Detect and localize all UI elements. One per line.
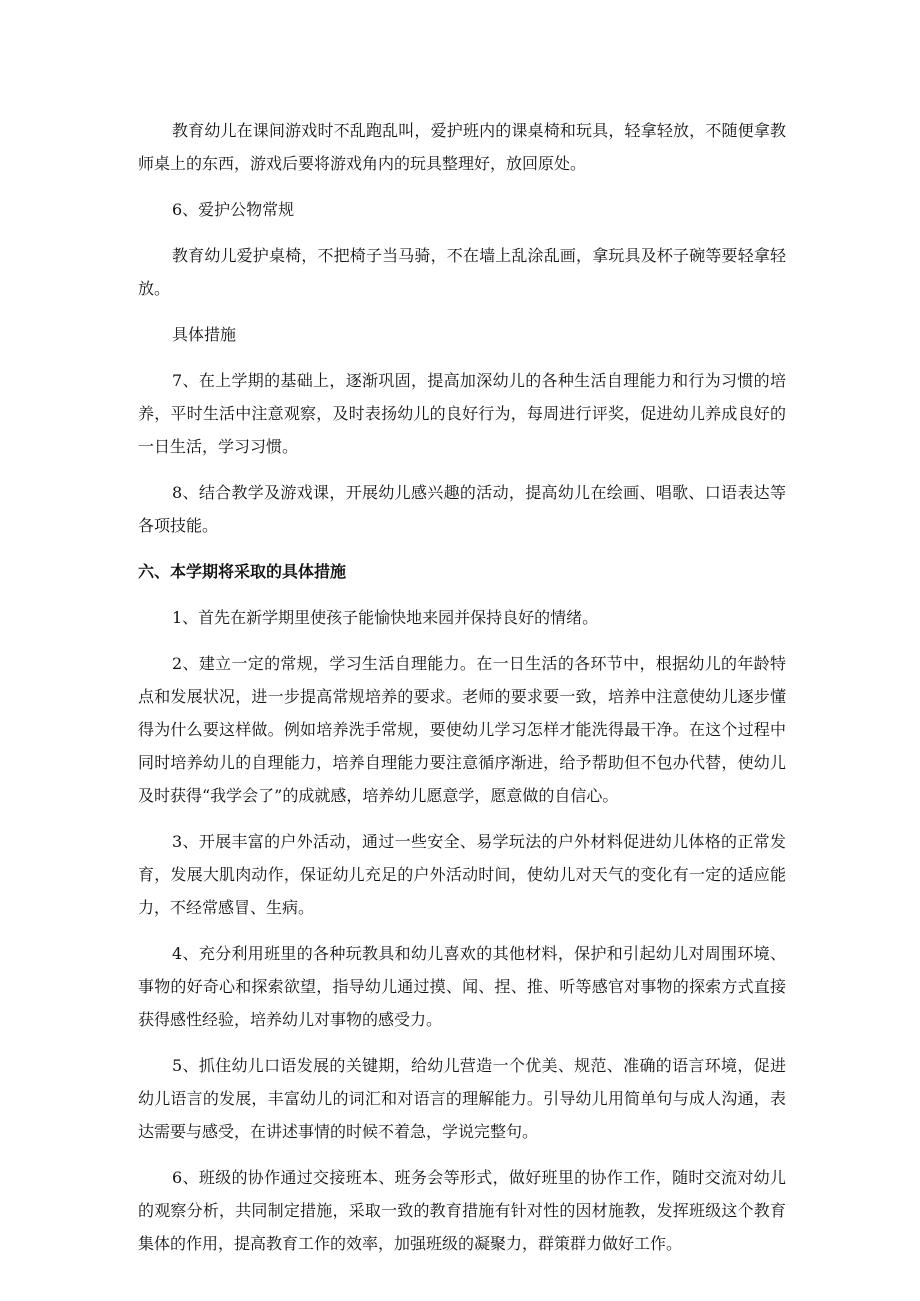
paragraph-toy-rules: 教育幼儿在课间游戏时不乱跑乱叫，爱护班内的课桌椅和玩具，轻拿轻放，不随便拿教师桌上的东西，游戏后要将游戏角内的玩具整理好，放回原处。 xyxy=(138,121,786,173)
paragraph-item-7: 7、在上学期的基础上，逐渐巩固，提高加深幼儿的各种生活自理能力和行为习惯的培养，平时生活中注意观察，及时表扬幼儿的良好行为，每周进行评奖，促进幼儿养成良好的一日生活，学习习惯。 xyxy=(138,371,786,456)
section-heading-6: 六、本学期将采取的具体措施 xyxy=(138,562,347,581)
paragraph-measure-4: 4、充分利用班里的各种玩教具和幼儿喜欢的其他材料，保护和引起幼儿对周围环境、事物的好奇心和探索欲望，指导幼儿通过摸、闻、捏、推、听等感官对事物的探索方式直接获得感性经验，培养幼儿对事物的感受力。 xyxy=(138,944,786,1029)
paragraph-item-8: 8、结合教学及游戏课，开展幼儿感兴趣的活动，提高幼儿在绘画、唱歌、口语表达等各项技能。 xyxy=(138,483,786,535)
paragraph-measure-2: 2、建立一定的常规，学习生活自理能力。在一日生活的各环节中，根据幼儿的年龄特点和发展状况，进一步提高常规培养的要求。老师的要求要一致，培养中注意使幼儿逐步懂得为什么要这样做。例如培养洗手常规，要使幼儿学习怎样才能洗得最干净。在这个过程中同时培养幼儿的自理能力，培养自理能力要注意循序渐进，给予帮助但不包办代替，使幼儿及时获得“我学会了”的成就感，培养幼儿愿意学，愿意做的自信心。 xyxy=(138,654,786,805)
paragraph-measures-label: 具体措施 xyxy=(172,325,237,344)
paragraph-public-property-body: 教育幼儿爱护桌椅，不把椅子当马骑，不在墙上乱涂乱画，拿玩具及杯子碗等要轻拿轻放。 xyxy=(138,246,786,298)
paragraph-measure-6: 6、班级的协作通过交接班本、班务会等形式，做好班里的协作工作，随时交流对幼儿的观察分析，共同制定措施，采取一致的教育措施有针对性的因材施教，发挥班级这个教育集体的作用，提高教育工作的效率，加强班级的凝聚力，群策群力做好工作。 xyxy=(138,1168,786,1253)
paragraph-measure-1: 1、首先在新学期里使孩子能愉快地来园并保持良好的情绪。 xyxy=(172,608,599,627)
paragraph-measure-3: 3、开展丰富的户外活动，通过一些安全、易学玩法的户外材料促进幼儿体格的正常发育，发展大肌肉动作，保证幼儿充足的户外活动时间，使幼儿对天气的变化有一定的适应能力，不经常感冒、生病。 xyxy=(138,832,786,917)
paragraph-public-property-title: 6、爱护公物常规 xyxy=(172,200,295,219)
document-page xyxy=(138,114,786,1273)
paragraph-measure-5: 5、抓住幼儿口语发展的关键期，给幼儿营造一个优美、规范、准确的语言环境，促进幼儿语言的发展，丰富幼儿的词汇和对语言的理解能力。引导幼儿用简单句与成人沟通，表达需要与感受，在讲述事情的时候不着急，学说完整句。 xyxy=(138,1056,786,1141)
